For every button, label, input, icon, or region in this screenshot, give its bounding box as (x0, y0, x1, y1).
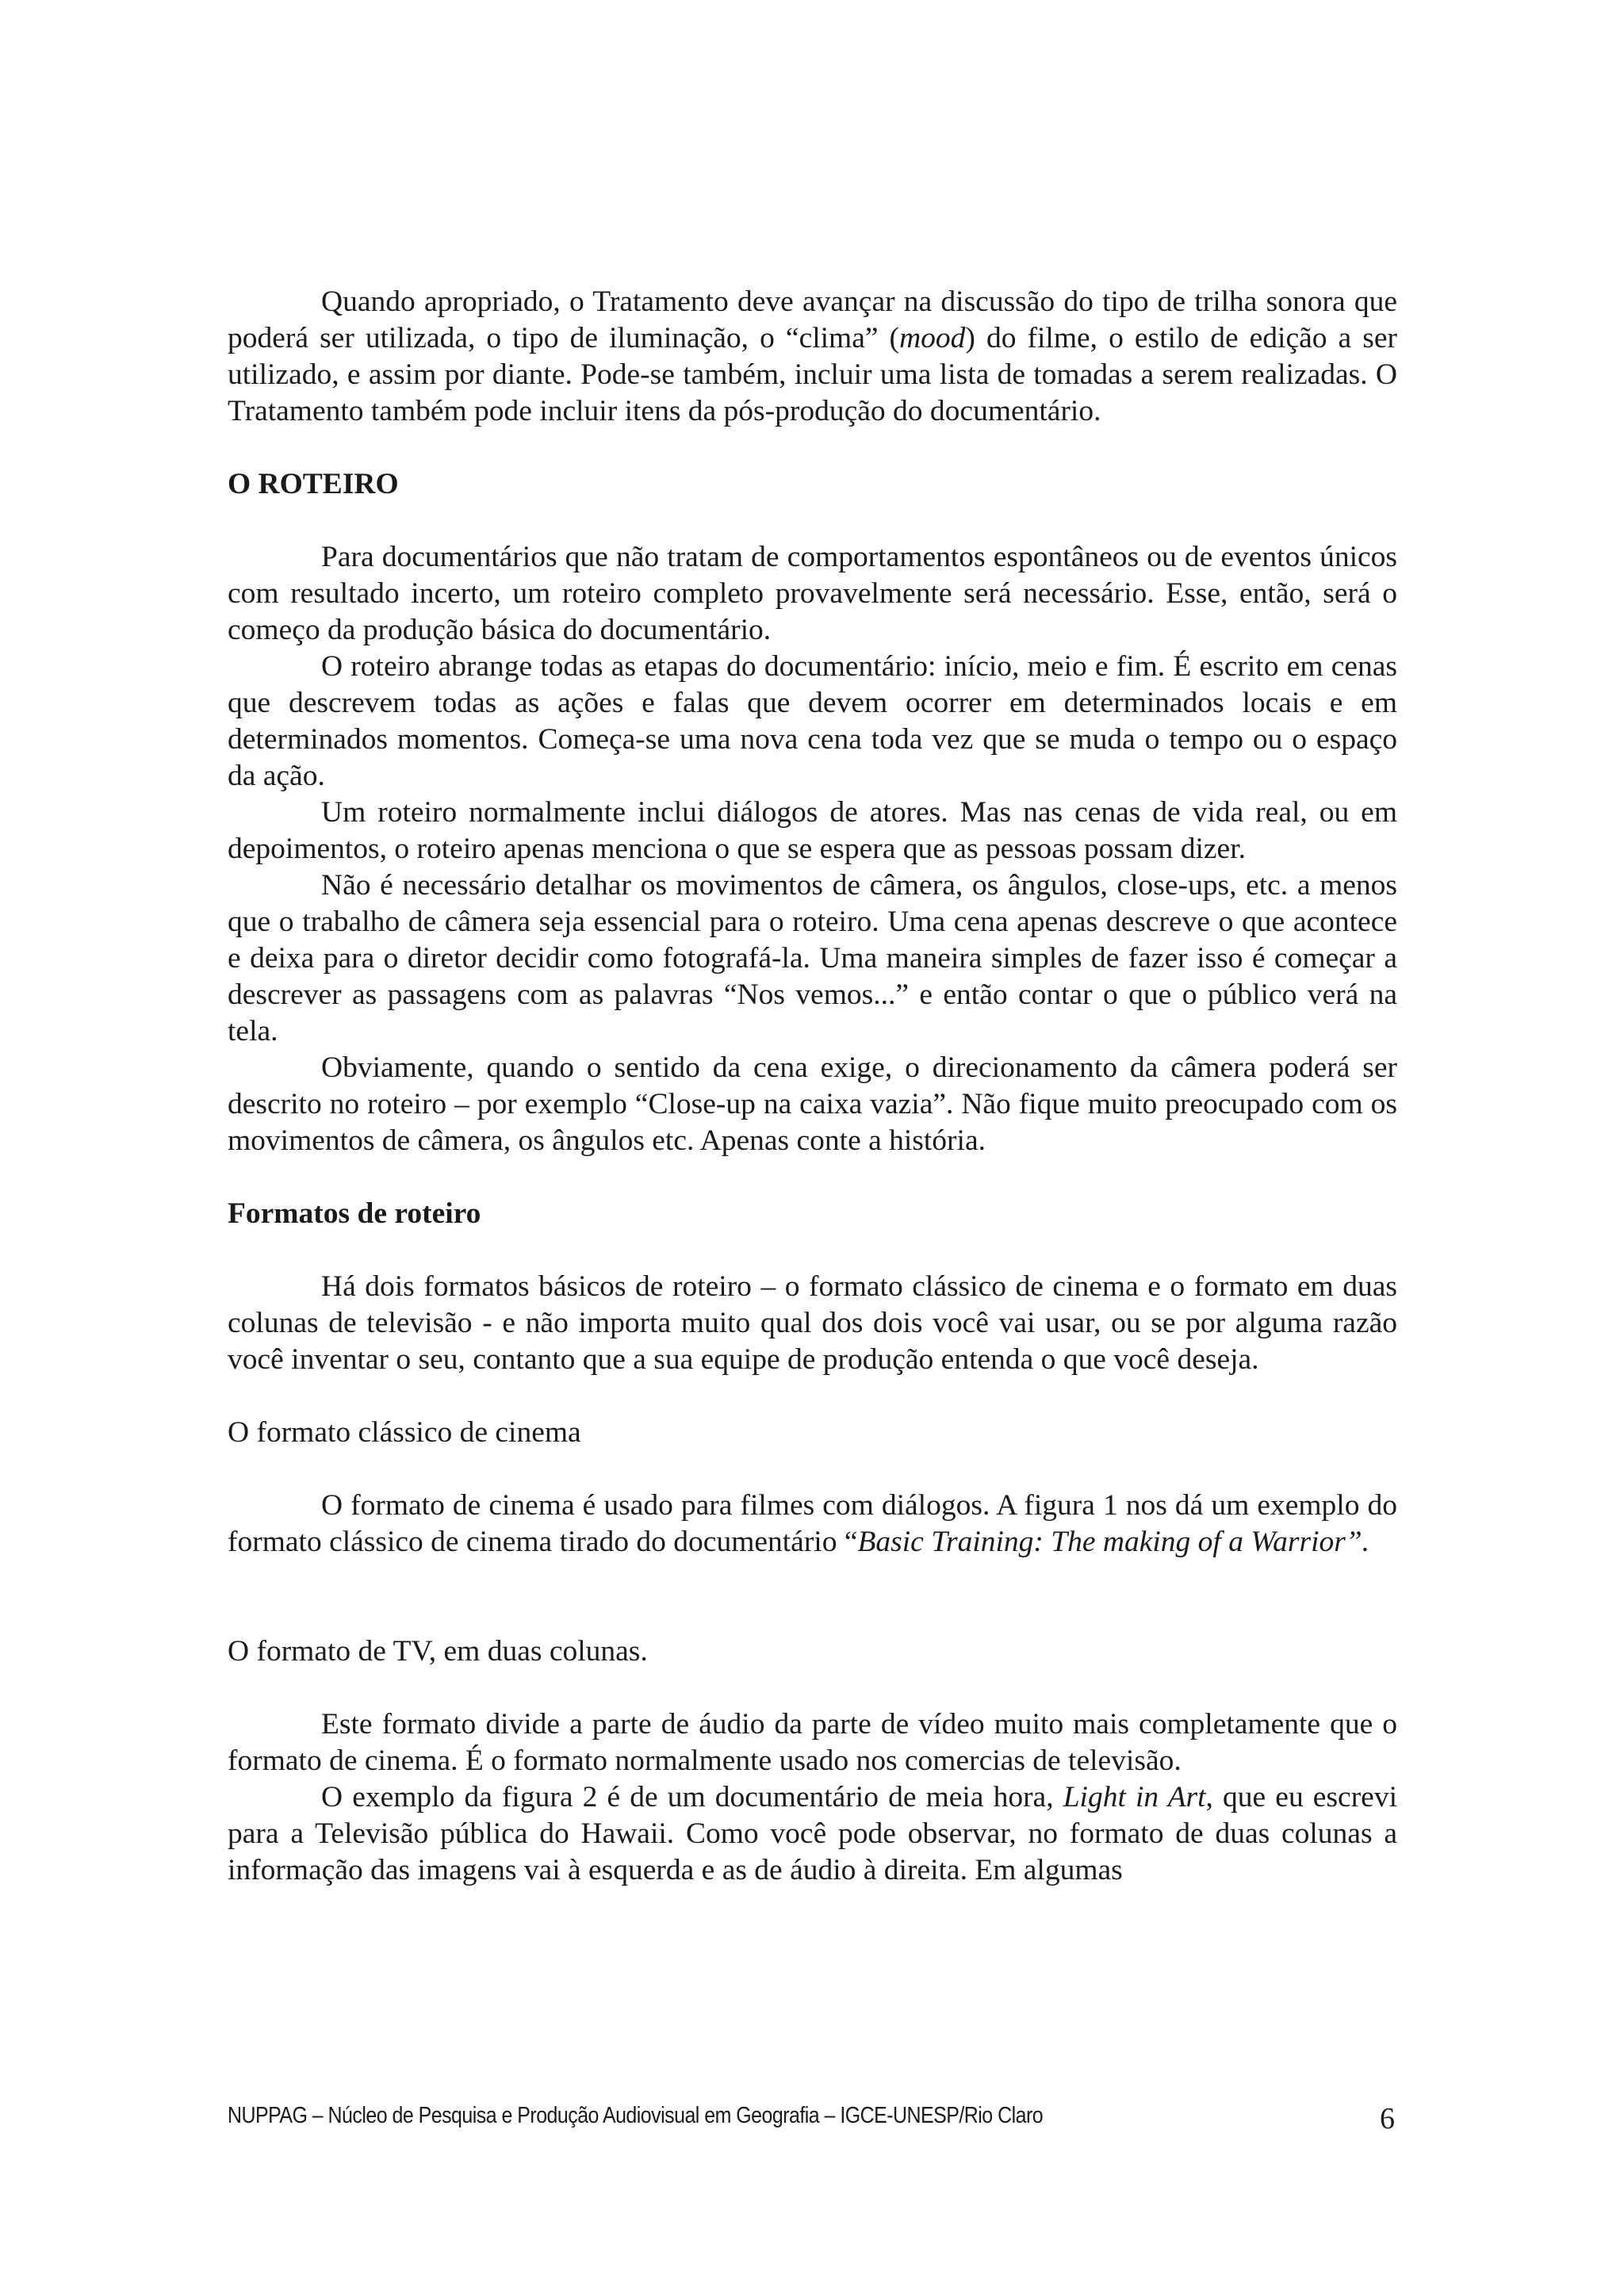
paragraph-tv-2: O exemplo da figura 2 é de um documentário de meia hora, Light in Art, que eu escrevi para a Televisão pública do Hawaii. Como você pode observar, no formato de duas colunas a informação das imagens vai à esquerda e as de áudio à direita. Em algumas (228, 1781, 1397, 1886)
paragraph-cinema-1: O formato de cinema é usado para filmes com diálogos. A figura 1 nos dá um exemplo do formato clássico de cinema tirado do documentário “Basic Training: The making of a Warrior”. (228, 1489, 1397, 1558)
paragraph-tv-1: Este formato divide a parte de áudio da parte de vídeo muito mais completamente que o formato de cinema. É o formato normalmente usado nos comercias de televisão. (228, 1708, 1397, 1777)
paragraph-formatos-1: Há dois formatos básicos de roteiro – o formato clássico de cinema e o formato em duas colunas de televisão - e não importa muito qual dos dois você vai usar, ou se por alguma razão você inventar o seu, contanto que a sua equipe de produção entenda o que você deseja. (228, 1270, 1397, 1376)
subheading-tv: O formato de TV, em duas colunas. (228, 1635, 648, 1668)
page-number: 6 (1380, 2102, 1395, 2135)
section-heading-roteiro: O ROTEIRO (228, 468, 399, 500)
subheading-cinema: O formato clássico de cinema (228, 1416, 581, 1449)
paragraph-roteiro-1: Para documentários que não tratam de comportamentos espontâneos ou de eventos únicos com resultado incerto, um roteiro completo provavelmente será necessário. Esse, então, será o começo da produção básica do documentário. (228, 541, 1397, 646)
paragraph-roteiro-5: Obviamente, quando o sentido da cena exige, o direcionamento da câmera poderá ser descrito no roteiro – por exemplo “Close-up na caixa vazia”. Não fique muito preocupado com os movimentos de câmera, os ângulos etc. Apenas conte a história. (228, 1051, 1397, 1157)
paragraph-roteiro-2: O roteiro abrange todas as etapas do documentário: início, meio e fim. É escrito em cenas que descrevem todas as ações e falas que devem ocorrer em determinados locais e em determinados momentos. Começa-se uma nova cena toda vez que se muda o tempo ou o espaço da ação. (228, 650, 1397, 792)
paragraph-roteiro-3: Um roteiro normalmente inclui diálogos de atores. Mas nas cenas de vida real, ou em depoimentos, o roteiro apenas menciona o que se espera que as pessoas possam dizer. (228, 796, 1397, 865)
page-footer: NUPPAG – Núcleo de Pesquisa e Produção Audiovisual em Geografia – IGCE-UNESP/Rio Claro (228, 2103, 1044, 2128)
paragraph-roteiro-4: Não é necessário detalhar os movimentos de câmera, os ângulos, close-ups, etc. a menos que o trabalho de câmera seja essencial para o roteiro. Uma cena apenas descreve o que acontece e deixa para o diretor decidir como fotografá-la. Uma maneira simples de fazer isso é começar a descrever as passagens com as palavras “Nos vemos...” e então contar o que o público verá na tela. (228, 869, 1397, 1047)
paragraph-intro: Quando apropriado, o Tratamento deve avançar na discussão do tipo de trilha sonora que poderá ser utilizada, o tipo de iluminação, o “clima” (mood) do filme, o estilo de edição a ser utilizado, e assim por diante. Pode-se também, incluir uma lista de tomadas a serem realizadas. O Tratamento também pode incluir itens da pós-produção do documentário. (228, 285, 1397, 427)
page-body (228, 284, 1397, 1889)
section-heading-formatos: Formatos de roteiro (228, 1197, 481, 1230)
